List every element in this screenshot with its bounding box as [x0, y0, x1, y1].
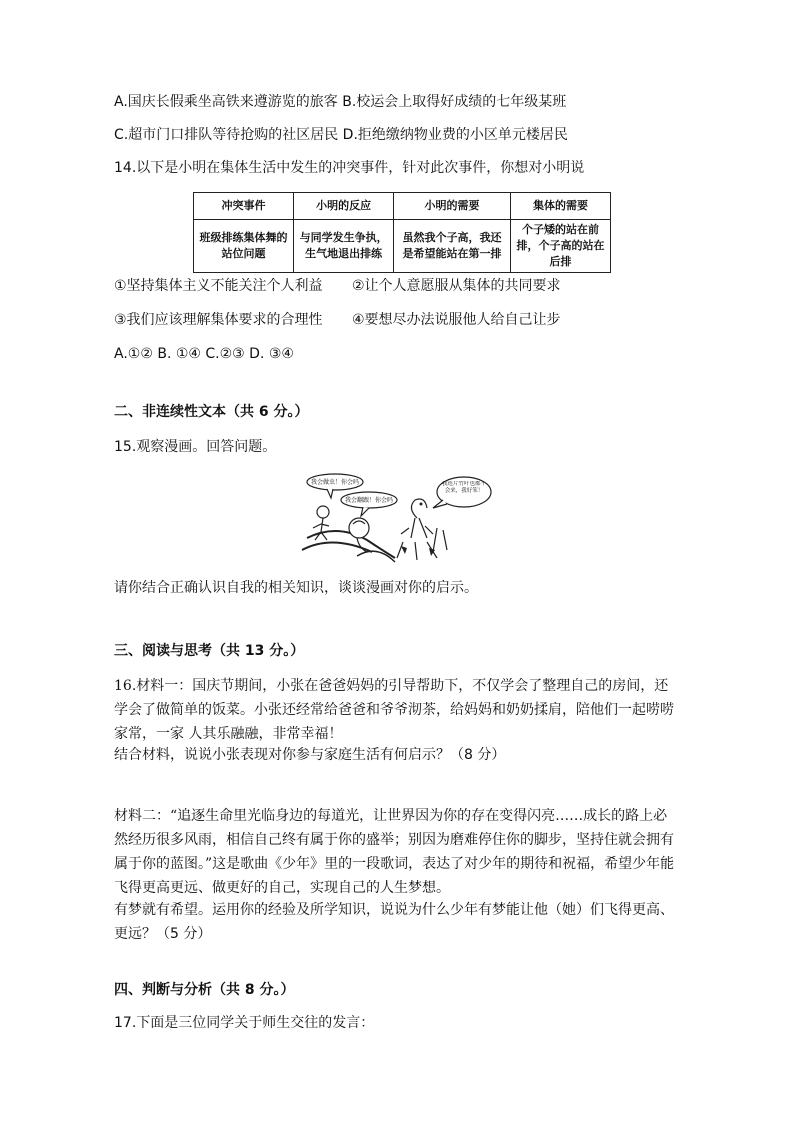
table-header-cell: 小明的反应 [294, 193, 394, 220]
q14-choices: A.①② B. ①④ C.②③ D. ③④ [114, 346, 294, 362]
table-header-cell: 小明的需要 [394, 193, 511, 220]
q13-options-line1: A.国庆长假乘坐高铁来遵游览的旅客 B.校运会上取得好成绩的七年级某班 [114, 94, 567, 110]
conflict-table [193, 192, 611, 273]
table-cell: 与同学发生争执，生气地退出排练 [294, 220, 394, 273]
q16-question: 结合材料，说说小张表现对你参与家庭生活有何启示？（8 分） [114, 747, 506, 763]
section3-heading: 三、阅读与思考（共 13 分。） [114, 643, 305, 659]
section4-heading: 四、判断与分析（共 8 分。） [114, 982, 295, 998]
q13-options-line2: C.超市门口排队等待抢购的社区居民 D.拒绝缴纳物业费的小区单元楼居民 [114, 127, 568, 143]
table-cell: 虽然我个子高，我还是希望能站在第一排 [394, 220, 511, 273]
bubble-text-container [441, 481, 487, 505]
q17-stem: 17.下面是三位同学关于师生交往的发言： [114, 1015, 375, 1031]
q14-option-1: ①坚持集体主义不能关注个人利益 [114, 278, 323, 294]
table-row [194, 220, 611, 273]
q15-stem: 15.观察漫画。回答问题。 [114, 439, 277, 455]
q15-question: 请你结合正确认识自我的相关知识，谈谈漫画对你的启示。 [114, 580, 478, 596]
bubble-text: 我会做虫！你会吗 [310, 479, 360, 486]
bubble-text: 我连片竹叶也都不会来，我好笨！ [441, 481, 486, 494]
q14-option-4: ④要想尽办法说服他人给自己让步 [352, 312, 561, 328]
table-cell: 班级排练集体舞的站位问题 [194, 220, 294, 273]
table-cell: 个子矮的站在前排，个子高的站在后排 [510, 220, 610, 273]
comic-illustration [297, 468, 493, 564]
section2-heading: 二、非连续性文本（共 6 分。） [114, 404, 309, 420]
q14-stem: 14.以下是小明在集体生活中发生的冲突事件，针对此次事件，你想对小明说 [114, 160, 585, 176]
q14-option-2: ②让个人意愿服从集体的共同要求 [352, 278, 561, 294]
material2: 材料二：“追逐生命里光临身边的每道光，让世界因为你的存在变得闪亮……成长的路上必然经历很多风雨，相信自己终有属于你的盛举；别因为磨难停住你的脚步，坚持住就会拥有属于你的蓝图。”这是歌曲《少年》里的一段歌词，表达了对少年的期待和祝福，希望少年能飞得更高更远、做更好的自己，实现自己的人生梦想。 [114, 808, 675, 896]
table-header-cell: 集体的需要 [510, 193, 610, 220]
table-header-row [194, 193, 611, 220]
q14-option-3: ③我们应该理解集体要求的合理性 [114, 312, 323, 328]
q-dream-question: 有梦就有希望。运用你的经验及所学知识，说说为什么少年有梦能让他（她）们飞得更高、更远？（5 分） [114, 902, 674, 942]
bubble-text: 我会翻跟！你会吗 [344, 497, 394, 504]
table-header-cell: 冲突事件 [194, 193, 294, 220]
q16-material1: 16.材料一：国庆节期间，小张在爸爸妈妈的引导帮助下，不仅学会了整理自己的房间，还学会了做简单的饭菜。小张还经常给爸爸和爷爷沏茶，给妈妈和奶奶揉肩，陪他们一起唠唠家常，一家 人其乐融融，非常幸福！ [114, 678, 674, 742]
